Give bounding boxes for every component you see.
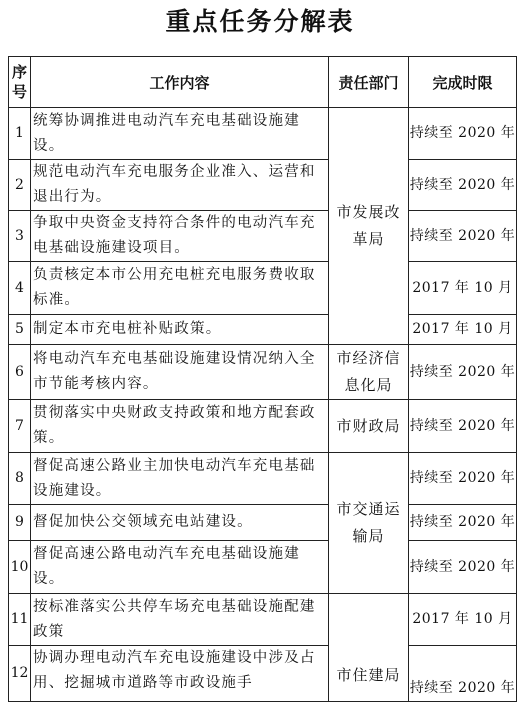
table-row xyxy=(9,400,517,453)
row-dept: 市交通运输局 xyxy=(329,453,409,594)
row-number: 5 xyxy=(9,315,31,345)
row-time: 2017 年 10 月 xyxy=(409,315,517,345)
row-number: 11 xyxy=(9,594,31,646)
row-task: 督促加快公交领域充电站建设。 xyxy=(31,505,329,541)
table-row xyxy=(9,315,517,345)
row-task: 督促高速公路电动汽车充电基础设施建设。 xyxy=(31,541,329,594)
table-header-row xyxy=(9,57,517,108)
header-num: 序号 xyxy=(9,57,31,108)
row-number: 9 xyxy=(9,505,31,541)
table-row xyxy=(9,108,517,160)
row-time: 持续至 2020 年 xyxy=(409,505,517,541)
table-row xyxy=(9,505,517,541)
row-time: 持续至 2020 年 xyxy=(409,108,517,160)
row-dept: 市住建局 xyxy=(329,594,409,702)
row-time: 持续至 2020 年 xyxy=(409,400,517,453)
row-task: 统筹协调推进电动汽车充电基础设施建设。 xyxy=(31,108,329,160)
row-number: 12 xyxy=(9,646,31,702)
table-row xyxy=(9,594,517,646)
row-time: 持续至 2020 年 xyxy=(409,453,517,505)
table-row xyxy=(9,453,517,505)
row-dept: 市发展改革局 xyxy=(329,108,409,345)
row-task: 协调办理电动汽车充电设施建设中涉及占用、挖掘城市道路等市政设施手 xyxy=(31,646,329,702)
row-number: 3 xyxy=(9,211,31,262)
header-dept: 责任部门 xyxy=(329,57,409,108)
header-time: 完成时限 xyxy=(409,57,517,108)
row-number: 8 xyxy=(9,453,31,505)
row-task: 规范电动汽车充电服务企业准入、运营和退出行为。 xyxy=(31,160,329,211)
row-time: 持续至 2020 年 xyxy=(409,646,517,702)
row-number: 10 xyxy=(9,541,31,594)
row-time: 持续至 2020 年 xyxy=(409,160,517,211)
table-row xyxy=(9,646,517,702)
row-number: 1 xyxy=(9,108,31,160)
row-number: 4 xyxy=(9,262,31,315)
row-dept: 市经济信息化局 xyxy=(329,345,409,400)
row-task: 制定本市充电桩补贴政策。 xyxy=(31,315,329,345)
table-row xyxy=(9,211,517,262)
table-row xyxy=(9,345,517,400)
row-time: 2017 年 10 月 xyxy=(409,594,517,646)
row-task: 按标准落实公共停车场充电基础设施配建政策 xyxy=(31,594,329,646)
row-time: 持续至 2020 年 xyxy=(409,211,517,262)
row-task: 贯彻落实中央财政支持政策和地方配套政策。 xyxy=(31,400,329,453)
row-time: 2017 年 10 月 xyxy=(409,262,517,315)
table-row xyxy=(9,160,517,211)
row-dept: 市财政局 xyxy=(329,400,409,453)
row-number: 7 xyxy=(9,400,31,453)
row-task: 督促高速公路业主加快电动汽车充电基础设施建设。 xyxy=(31,453,329,505)
table-row xyxy=(9,262,517,315)
task-table xyxy=(8,56,517,702)
row-task: 负责核定本市公用充电桩充电服务费收取标准。 xyxy=(31,262,329,315)
page-title: 重点任务分解表 xyxy=(165,7,355,36)
header-content: 工作内容 xyxy=(31,57,329,108)
row-task: 将电动汽车充电基础设施建设情况纳入全市节能考核内容。 xyxy=(31,345,329,400)
row-task: 争取中央资金支持符合条件的电动汽车充电基础设施建设项目。 xyxy=(31,211,329,262)
row-time: 持续至 2020 年 xyxy=(409,541,517,594)
row-number: 2 xyxy=(9,160,31,211)
row-number: 6 xyxy=(9,345,31,400)
table-row xyxy=(9,541,517,594)
row-time: 持续至 2020 年 xyxy=(409,345,517,400)
